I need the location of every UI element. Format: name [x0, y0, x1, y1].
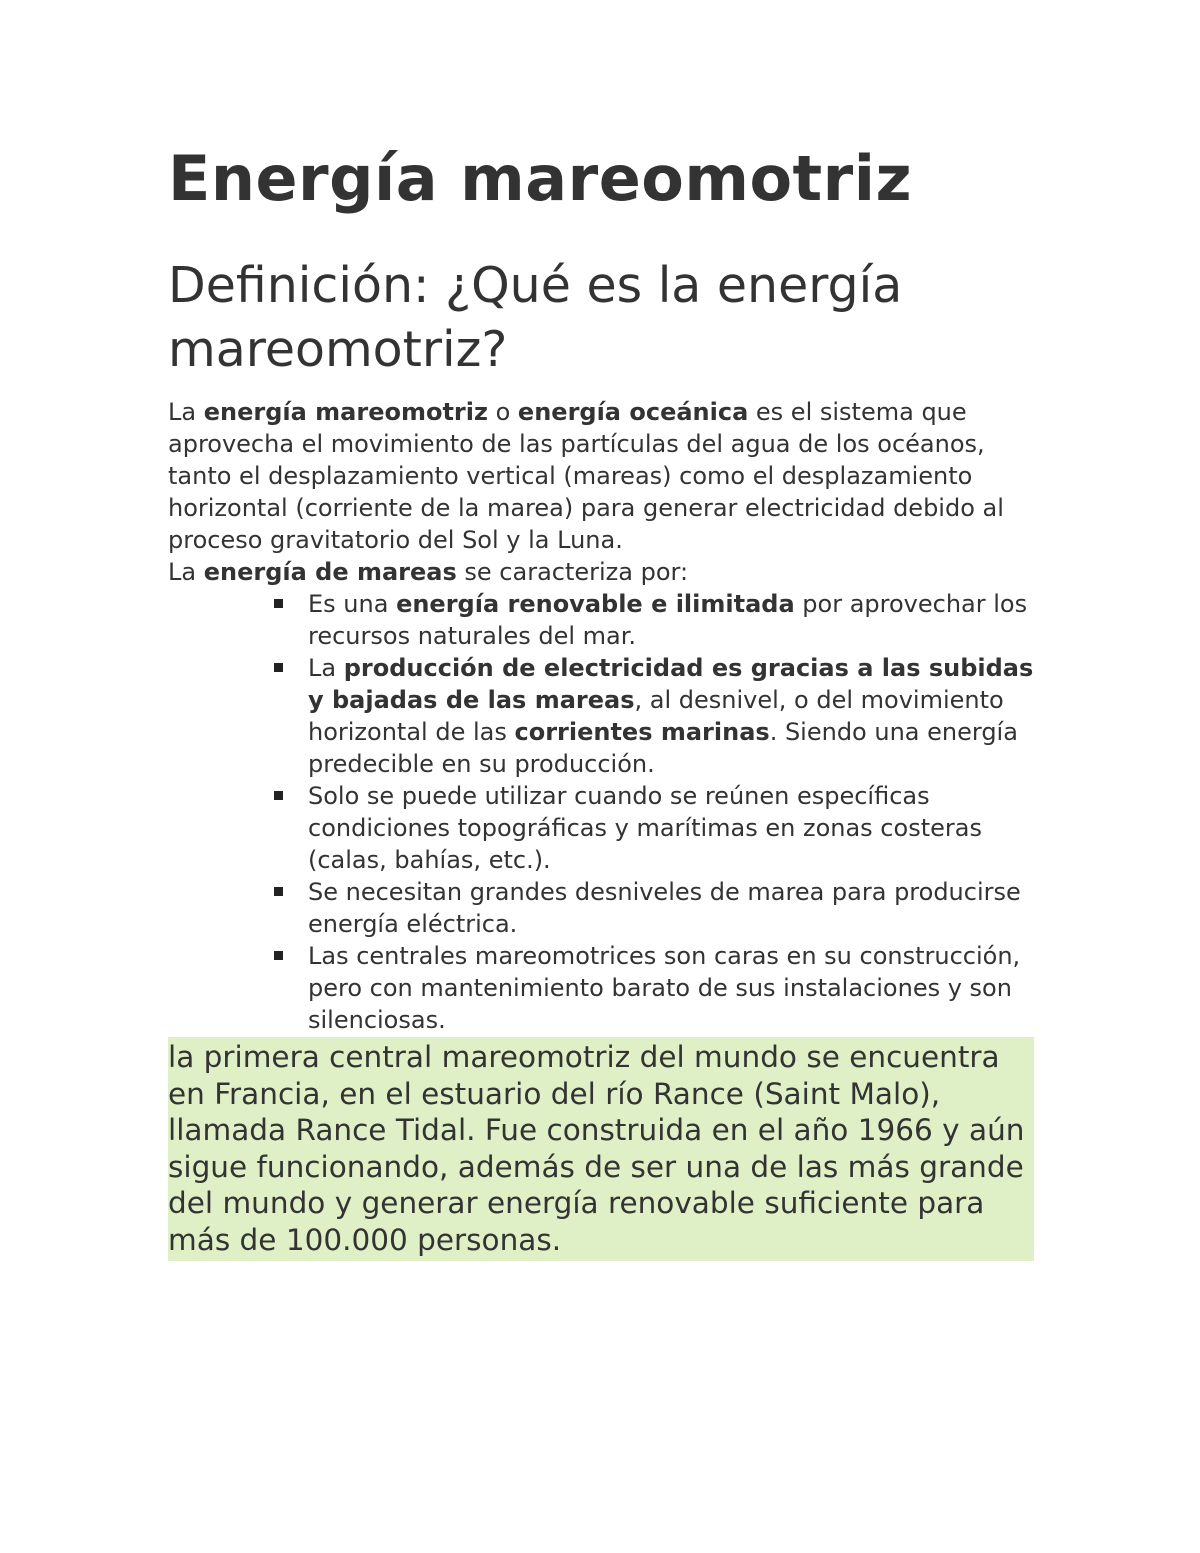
- feature-text: Es una: [308, 590, 397, 618]
- feature-bold-text: producción de electricidad es gracias a las subidas y bajadas de las mareas: [308, 654, 1034, 714]
- feature-item: [308, 588, 1034, 652]
- document-title: Energía mareomotriz: [168, 142, 913, 215]
- document-page: [168, 140, 1034, 1261]
- definition-text: es el sistema que aprovecha el movimiento de las partículas del agua de los océanos, tanto el desplazamiento vertical (mareas) como el desplazamiento horizontal (corriente de la marea) para generar electricidad debido al proceso gravitatorio del Sol y la Luna.: [168, 398, 1004, 554]
- feature-text: Las centrales mareomotrices son caras en su construcción, pero con mantenimiento barato de sus instalaciones y son silenciosas.: [308, 942, 1021, 1034]
- feature-text: La: [308, 654, 344, 682]
- definition-text: La: [168, 398, 204, 426]
- definition-bold-term: energía mareomotriz: [203, 398, 488, 426]
- feature-text: por aprovechar los recursos naturales del mar.: [308, 590, 1028, 650]
- feature-item: [308, 876, 1034, 940]
- feature-text: . Siendo una energía predecible en su producción.: [308, 718, 1018, 778]
- feature-text: , al desnivel, o del movimiento horizontal de las: [308, 686, 1004, 746]
- definition-text: o: [487, 398, 518, 426]
- section-heading: Definición: ¿Qué es la energía mareomotriz?: [168, 257, 903, 378]
- document-body: [168, 396, 1034, 1036]
- definition-paragraph: [168, 396, 1034, 556]
- features-intro: [168, 556, 1034, 588]
- feature-bold-text: corrientes marinas: [514, 718, 770, 746]
- feature-bold-text: energía renovable e ilimitada: [396, 590, 795, 618]
- feature-text: Se necesitan grandes desniveles de marea para producirse energía eléctrica.: [308, 878, 1021, 938]
- highlighted-paragraph: la primera central mareomotriz del mundo se encuentra en Francia, en el estuario del río Rance (Saint Malo), llamada Rance Tidal. Fue construida en el año 1966 y aún sigue funcionando, además de ser una de las más grande del mundo y generar energía renovable suficiente para más de 100.000 personas.: [168, 1037, 1034, 1261]
- feature-text: Solo se puede utilizar cuando se reúnen específicas condiciones topográficas y marítimas en zonas costeras (calas, bahías, etc.).: [308, 782, 982, 874]
- feature-item: [308, 652, 1034, 780]
- feature-item: [308, 780, 1034, 876]
- intro-bold-term: energía de mareas: [203, 558, 457, 586]
- definition-bold-term: energía oceánica: [517, 398, 749, 426]
- intro-text: La: [168, 558, 204, 586]
- feature-item: [308, 940, 1034, 1036]
- features-list: [168, 588, 1034, 1036]
- intro-text: se caracteriza por:: [456, 558, 689, 586]
